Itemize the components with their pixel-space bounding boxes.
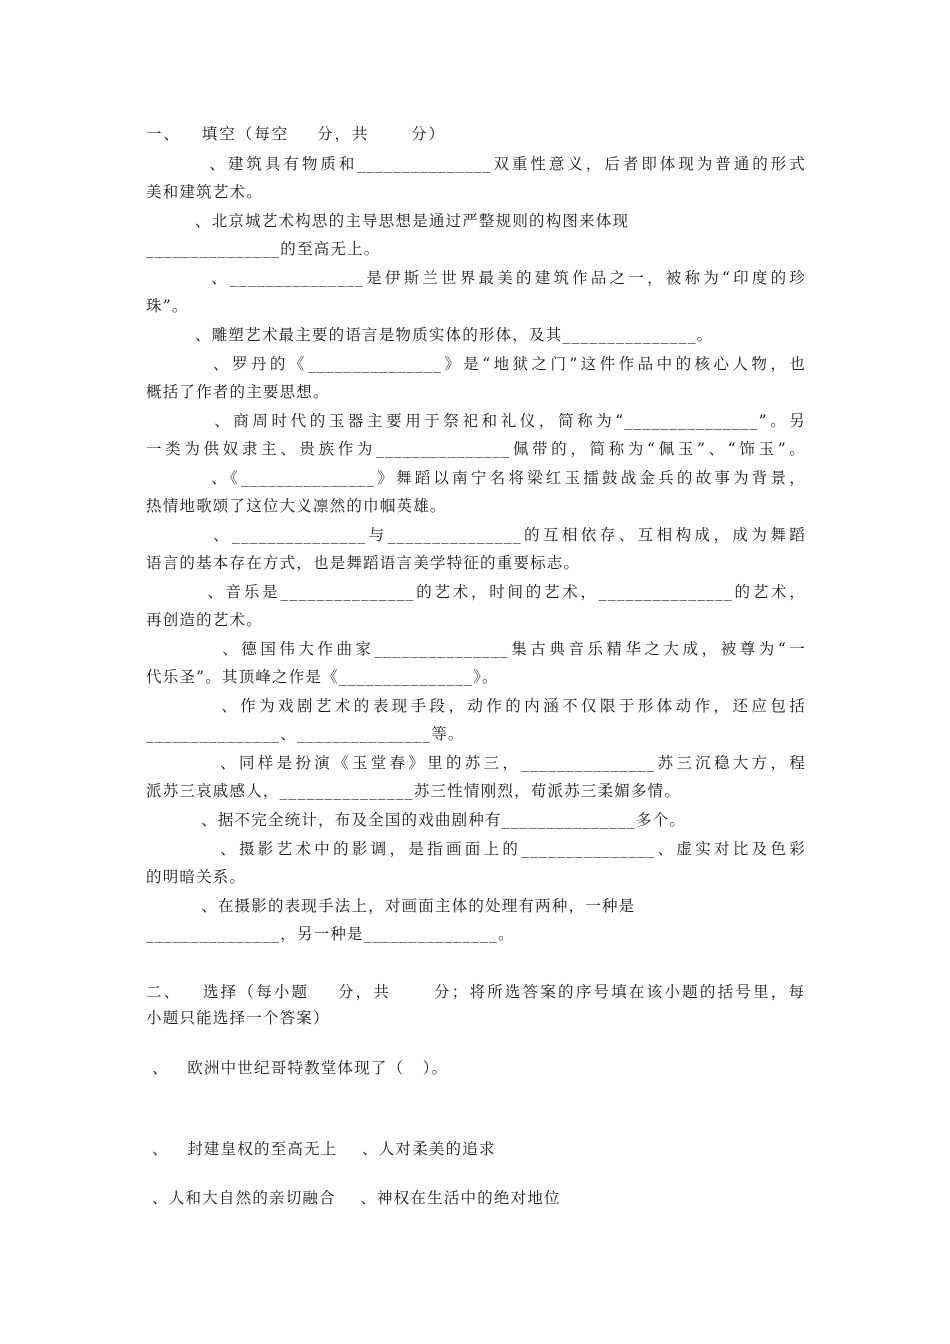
question-9-line-2: 再创造的艺术。: [146, 611, 263, 629]
question-3-line-1: 、_______________是伊斯兰世界最美的建筑作品之一，被称为“印度的珍: [146, 269, 806, 287]
question-6-line-2: 一类为供奴隶主、贵族作为_______________佩带的，简称为“佩玉”、“饰玉”。: [146, 440, 806, 458]
section-2-heading-continued: 小题只能选择一个答案）: [146, 1009, 330, 1027]
question-4-line-1: 、雕塑艺术最主要的语言是物质实体的形体，及其_______________。: [146, 326, 714, 344]
question-14-line-1: 、摄影艺术中的影调，是指画面上的_______________、虚实对比及色彩: [146, 840, 806, 858]
question-11-line-2: _______________、_______________等。: [146, 725, 465, 743]
question-12-line-2: 派苏三哀戚感人，_______________苏三性情刚烈，荀派苏三柔媚多情。: [146, 782, 682, 800]
question-11-line-1: 、作为戏剧艺术的表现手段，动作的内涵不仅限于形体动作，还应包括: [146, 697, 806, 715]
question-14-line-2: 的明暗关系。: [146, 868, 247, 886]
question-12-line-1: 、同样是扮演《玉堂春》里的苏三，_______________苏三沉稳大方，程: [146, 754, 806, 772]
choice-question-1: 、 欧洲中世纪哥特教堂体现了（ ）。: [146, 1059, 449, 1077]
question-10-line-2: 代乐圣”。其顶峰之作是《_______________》。: [146, 668, 499, 686]
question-15-line-2: _______________，另一种是_______________。: [146, 925, 515, 943]
question-5-line-1: 、罗丹的《_______________》是“地狱之门”这件作品中的核心人物，也: [146, 355, 806, 373]
question-1-line-1: 、建筑具有物质和_______________双重性意义，后者即体现为普通的形式: [146, 155, 806, 173]
question-6-line-1: 、商周时代的玉器主要用于祭祀和礼仪，简称为“_______________”。另: [146, 412, 806, 430]
question-2-line-2: _______________的至高无上。: [146, 240, 381, 258]
question-2-line-1: 、北京城艺术构思的主导思想是通过严整规则的构图来体现: [146, 212, 630, 230]
choice-options-line-2: 、人和大自然的亲切融合 、神权在生活中的绝对地位: [146, 1189, 561, 1207]
question-7-line-1: 、《_______________》舞蹈以南宁名将梁红玉擂鼓战金兵的故事为背景，: [146, 469, 806, 487]
question-1-line-2: 美和建筑艺术。: [146, 183, 263, 201]
question-8-line-1: 、_______________与_______________的互相依存、互相构成，成为舞蹈: [146, 526, 806, 544]
section-1-heading: 一、 填空（每空 分，共 分）: [146, 125, 447, 143]
question-13-line-1: 、据不完全统计，布及全国的戏曲剧种有_______________多个。: [146, 811, 687, 829]
question-7-line-2: 热情地歌颂了这位大义凛然的巾帼英雄。: [146, 497, 447, 515]
question-3-line-2: 珠”。: [146, 297, 189, 315]
question-5-line-2: 概括了作者的主要思想。: [146, 383, 330, 401]
section-2-heading: 二、 选择（每小题 分，共 分；将所选答案的序号填在该小题的括号里，每: [146, 983, 806, 1001]
choice-options-line-1: 、 封建皇权的至高无上 、人对柔美的追求: [146, 1140, 496, 1158]
question-15-line-1: 、在摄影的表现手法上，对画面主体的处理有两种，一种是: [146, 897, 636, 915]
question-10-line-1: 、德国伟大作曲家_______________集古典音乐精华之大成，被尊为“一: [146, 640, 806, 658]
question-8-line-2: 语言的基本存在方式，也是舞蹈语言美学特征的重要标志。: [146, 554, 581, 572]
question-9-line-1: 、音乐是_______________的艺术，时间的艺术，_______________的艺术，: [146, 583, 806, 601]
